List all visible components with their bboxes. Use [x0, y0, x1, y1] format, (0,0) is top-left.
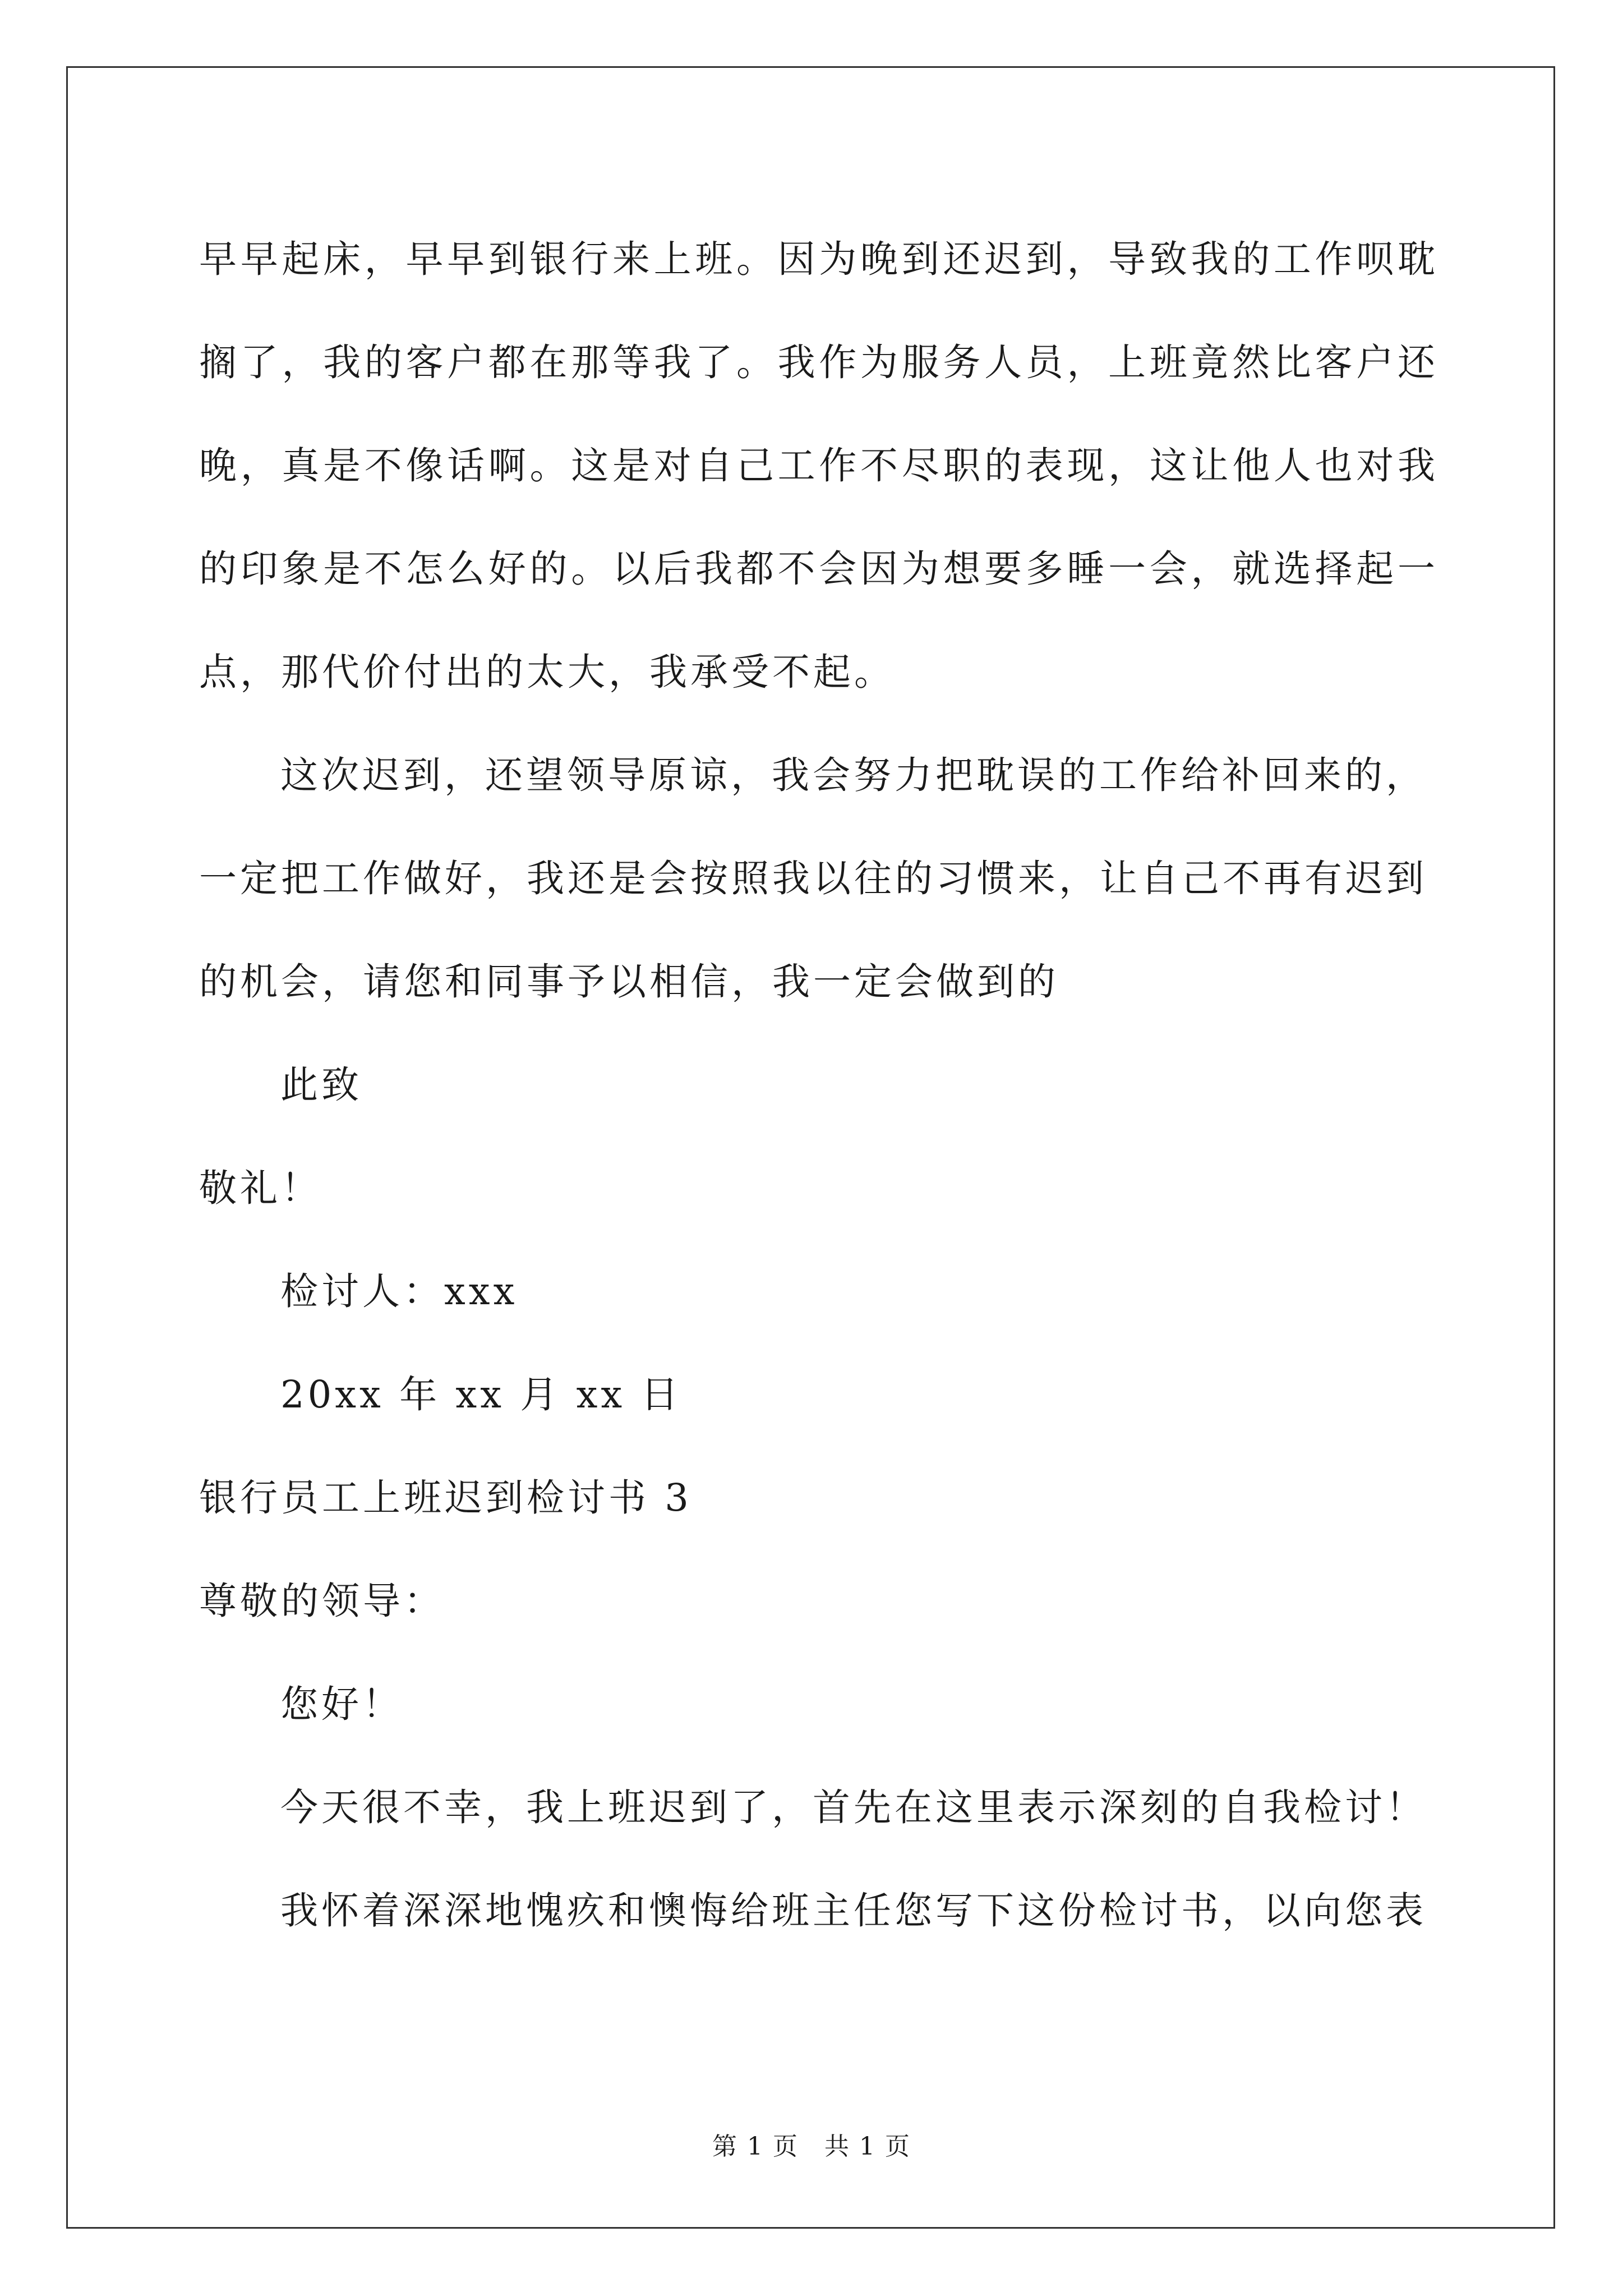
salutation: 尊敬的领导： — [199, 1579, 445, 1623]
closing-regards: 敬礼！ — [199, 1166, 322, 1210]
greeting: 您好！ — [280, 1682, 403, 1726]
document-body — [199, 208, 1438, 1962]
body-paragraph: 我怀着深深地愧疚和懊悔给班主任您写下这份检讨书，以向您表 — [280, 1889, 1427, 1932]
closing-salutation: 此致 — [280, 1063, 362, 1107]
signature-line: 检讨人：xxx — [280, 1269, 518, 1313]
body-paragraph: 这次迟到，还望领导原谅，我会努力把耽误的工作给补回来的，一定把工作做好，我还是会按照我以往的习惯来，让自己不再有迟到的机会，请您和同事予以相信，我一定会做到的 — [199, 753, 1427, 1004]
body-paragraph: 今天很不幸，我上班迟到了，首先在这里表示深刻的自我检讨！ — [280, 1786, 1427, 1829]
section-title: 银行员工上班迟到检讨书 3 — [199, 1476, 692, 1520]
date-line: 20xx 年 xx 月 xx 日 — [280, 1373, 682, 1416]
page-number-footer: 第 1 页 共 1 页 — [712, 2132, 911, 2161]
body-paragraph: 早早起床，早早到银行来上班。因为晚到还迟到，导致我的工作呗耽搁了，我的客户都在那等我了。我作为服务人员，上班竟然比客户还晚，真是不像话啊。这是对自己工作不尽职的表现，这让他人也对我的印象是不怎么好的。以后我都不会因为想要多睡一会，就选择起一点，那代价付出的太大，我承受不起。 — [199, 237, 1438, 694]
